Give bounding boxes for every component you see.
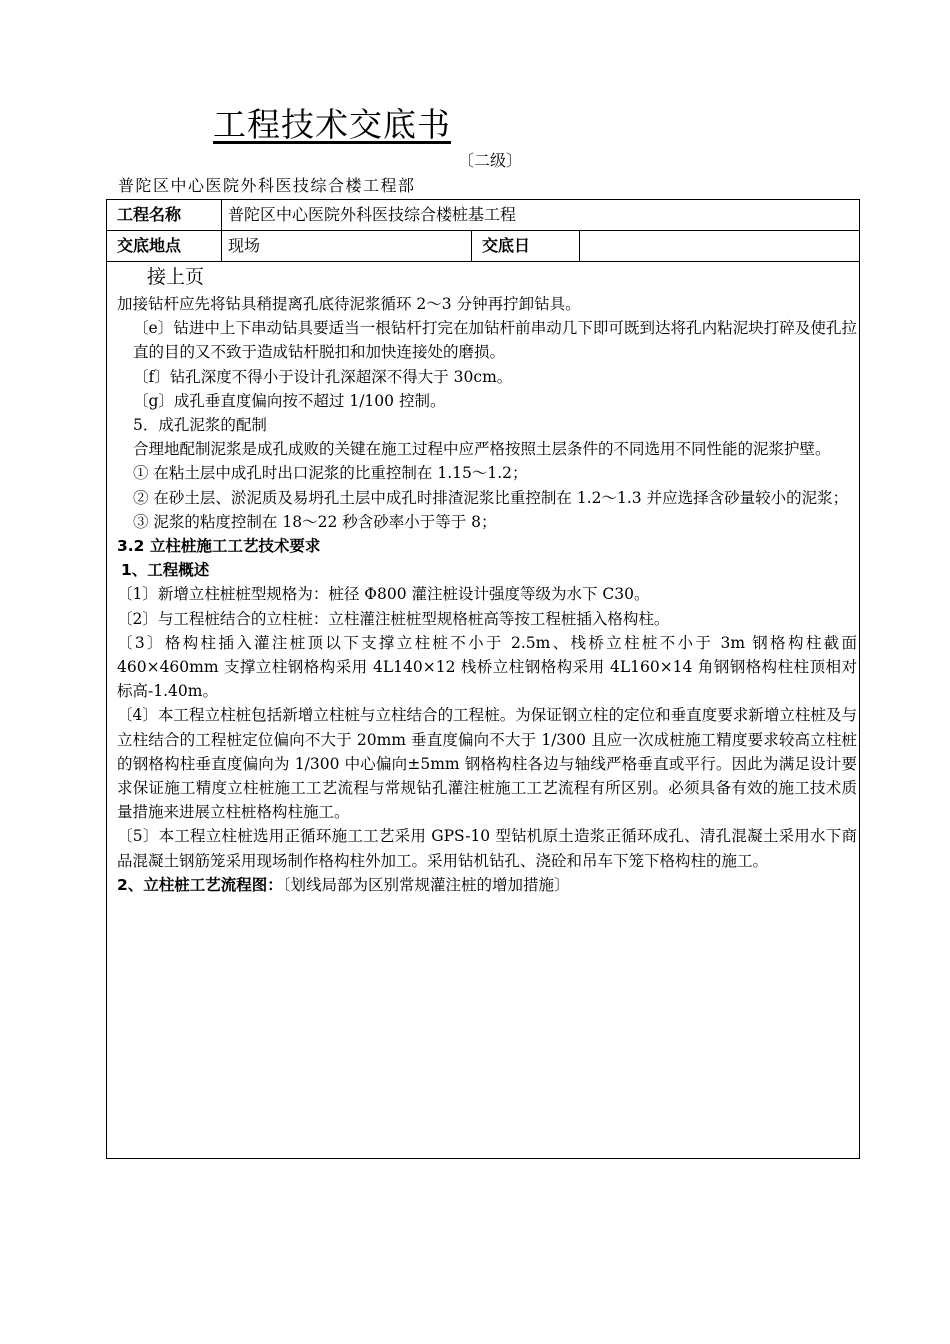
overview-item: 〔4〕本工程立柱桩包括新增立柱桩与立柱结合的工程桩。为保证钢立柱的定位和垂直度要求新增立柱桩及与立柱结合的工程桩定位偏向不大于 20mm 垂直度偏向不大于 1/300 且应一次成桩施工精度要求较高立柱桩的钢格构柱垂直度偏向为 1/300 中心偏向±5mm 钢格构柱各边与轴线严格垂直或平行。因此为满足设计要求保证施工精度立柱桩施工工艺流程与常规钻孔灌注桩施工工艺流程有所区别。必须具备有效的施工技术质量措施来进展立柱桩格构柱施工。 bbox=[117, 706, 857, 822]
overview-item: 〔5〕本工程立柱桩选用正循环施工工艺采用 GPS-10 型钻机原土造浆正循环成孔、清孔混凝土采用水下商品混凝土钢筋笼采用现场制作格构柱外加工。采用钻机钻孔、浇砼和吊车下笼下格构柱的施工。 bbox=[117, 827, 857, 870]
date-value bbox=[579, 231, 859, 261]
body-line: ② 在砂土层、淤泥质及易坍孔土层中成孔时排渣泥浆比重控制在 1.2～1.3 并应选择含砂量较小的泥浆； bbox=[133, 488, 849, 507]
body-line: 加接钻杆应先将钻具稍提离孔底待泥浆循环 2～3 分钟再拧卸钻具。 bbox=[117, 295, 581, 313]
subsection-title-flowchart: 2、立柱桩工艺流程图： bbox=[117, 875, 283, 894]
project-name-value: 普陀区中心医院外科医技综合楼桩基工程 bbox=[221, 200, 859, 230]
document-title: 工程技术交底书 bbox=[213, 105, 451, 144]
location-label: 交底地点 bbox=[117, 236, 182, 255]
body-line: 〔e〕钻进中上下串动钻具要适当一根钻杆打完在加钻杆前串动几下即可既到达将孔内粘泥块打碎及使孔拉直的目的又不致于造成钻杆脱扣和加快连接处的磨损。 bbox=[133, 319, 857, 362]
section-title: 3.2 立柱桩施工工艺技术要求 bbox=[117, 537, 321, 556]
overview-item: 〔2〕与工程桩结合的立柱桩：立柱灌注桩桩型规格桩高等按工程桩插入格构柱。 bbox=[117, 609, 670, 628]
body-line: ① 在粘土层中成孔时出口泥浆的比重控制在 1.15～1.2； bbox=[133, 464, 528, 483]
subsection-flowchart bbox=[117, 873, 857, 897]
body-line: 〔f〕钻孔深度不得小于设计孔深超深不得大于 30cm。 bbox=[133, 367, 513, 386]
info-row-project bbox=[107, 200, 859, 231]
document-grade: 〔二级〕 bbox=[458, 151, 523, 170]
body-line: ③ 泥浆的粘度控制在 18～22 秒含砂率小于等于 8； bbox=[133, 512, 497, 531]
subsection-title-overview: 1、工程概述 bbox=[121, 561, 210, 580]
body-line: 〔g〕成孔垂直度偏向按不超过 1/100 控制。 bbox=[133, 391, 446, 410]
body-line: 5．成孔泥浆的配制 bbox=[133, 416, 267, 435]
overview-item: 〔3〕格构柱插入灌注桩顶以下支撑立柱桩不小于 2.5m、栈桥立柱桩不小于 3m 钢格构柱截面 460×460mm 支撑立柱钢格构采用 4L140×12 栈桥立柱钢格构采用 4L160×14 角钢钢格构柱柱顶相对标高-1.40m。 bbox=[117, 633, 857, 701]
body-line: 合理地配制泥浆是成孔成败的关键在施工过程中应严格按照土层条件的不同选用不同性能的泥浆护壁。 bbox=[133, 440, 831, 459]
document-frame bbox=[106, 199, 860, 1159]
continued-marker: 接上页 bbox=[147, 266, 205, 288]
department-name: 普陀区中心医院外科医技综合楼工程部 bbox=[118, 176, 416, 195]
project-name-label: 工程名称 bbox=[117, 205, 182, 224]
document-body bbox=[117, 262, 857, 897]
overview-item: 〔1〕新增立柱桩桩型规格为：桩径 Φ800 灌注桩设计强度等级为水下 C30。 bbox=[117, 585, 650, 604]
flowchart-note: 〔划线局部为区别常规灌注桩的增加措施〕 bbox=[282, 875, 570, 894]
date-label: 交底日 bbox=[471, 231, 579, 261]
location-value: 现场 bbox=[221, 231, 471, 261]
info-row-location bbox=[107, 231, 859, 262]
